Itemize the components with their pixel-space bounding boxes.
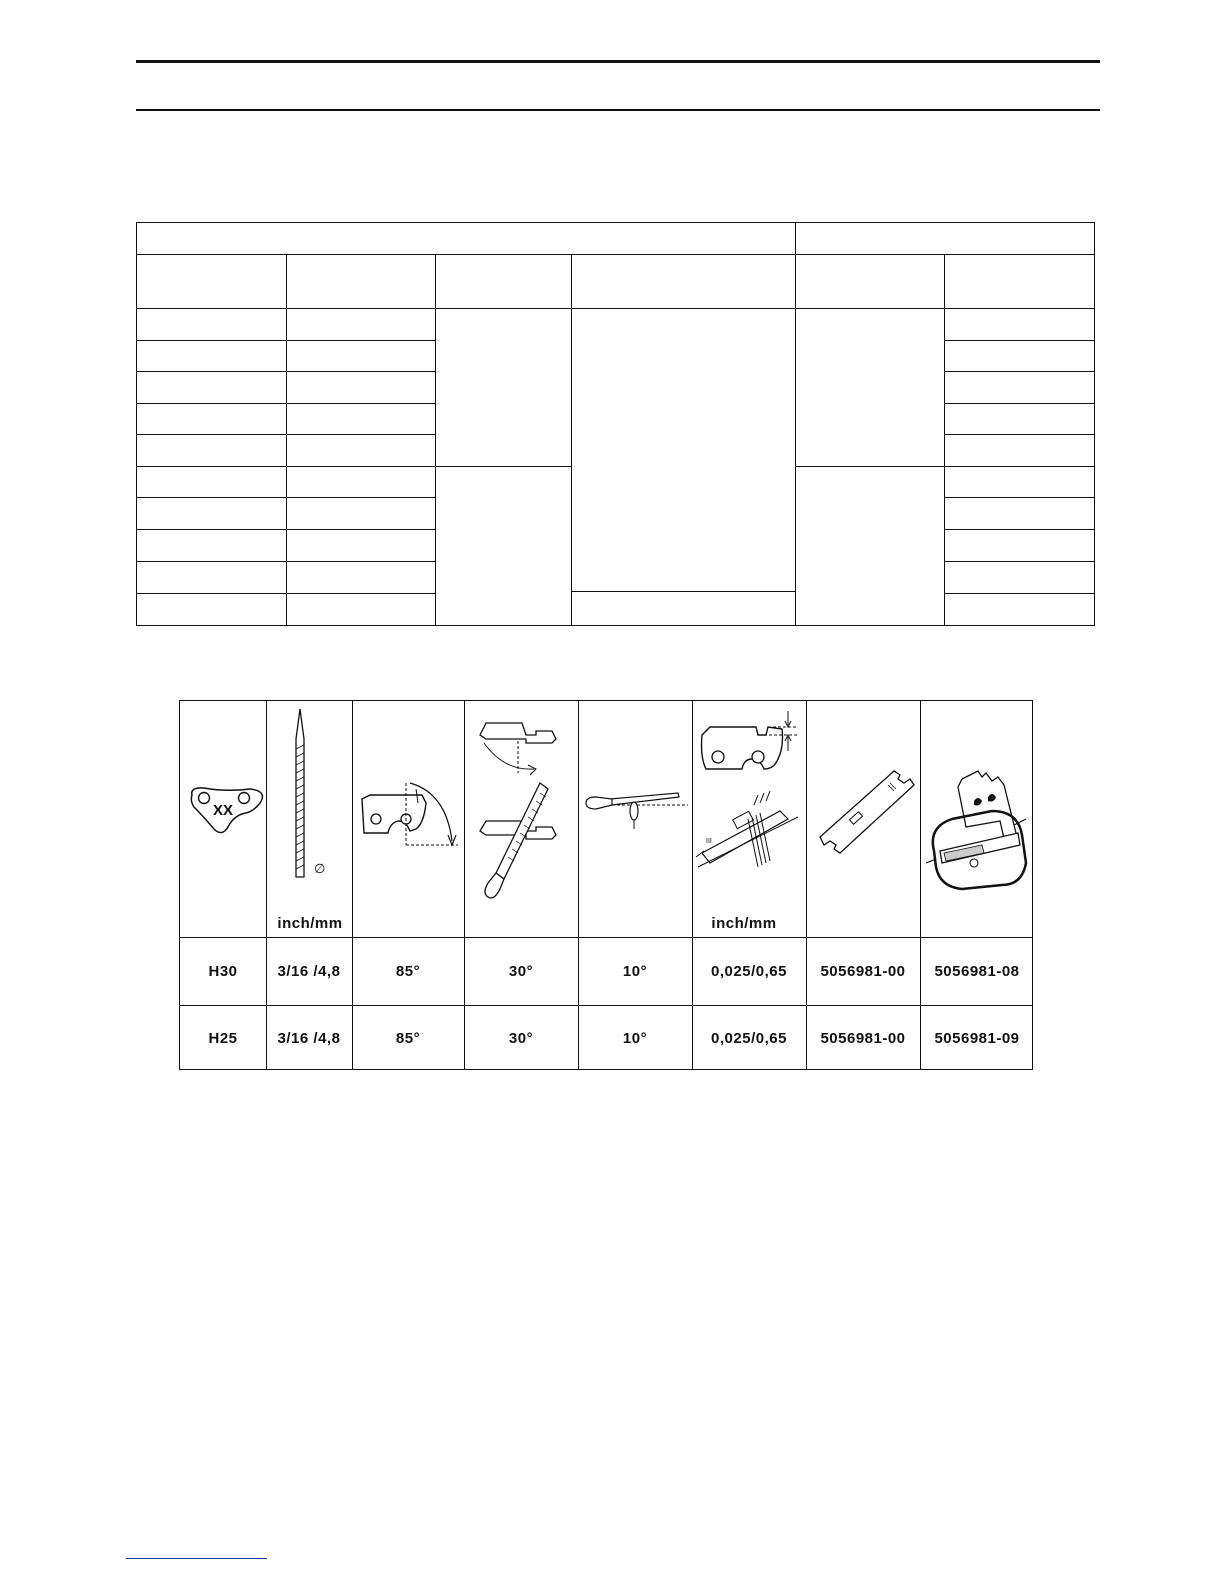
table-cell	[944, 593, 1095, 626]
table-cell	[571, 308, 796, 592]
table-cell	[944, 529, 1095, 562]
table-cell	[795, 308, 945, 467]
table-cell	[286, 497, 436, 530]
table-cell	[944, 371, 1095, 404]
table-cell	[136, 222, 796, 255]
cell-file-holder-part-no: 5056981-08	[934, 962, 1020, 980]
cell-file-tilt: 10°	[622, 962, 648, 980]
header-rule-top	[136, 60, 1100, 63]
table-cell	[286, 434, 436, 467]
table-cell	[944, 466, 1095, 498]
table-cell	[435, 308, 572, 467]
table-cell	[944, 561, 1095, 594]
table-cell	[136, 403, 287, 435]
table-cell	[286, 340, 436, 372]
table-cell	[795, 254, 945, 309]
file-diameter-unit: inch/mm	[277, 915, 343, 932]
cell-top-plate-angle: 85°	[395, 962, 421, 980]
table-cell	[571, 591, 796, 626]
round-file-icon	[290, 709, 340, 881]
svg-text:III: III	[706, 838, 712, 845]
table-cell	[435, 254, 572, 309]
cell-depth-gauge: 0,025/0,65	[711, 1029, 787, 1047]
table-cell	[136, 466, 287, 498]
cell-top-plate-angle: 85°	[395, 1029, 421, 1047]
file-holder-icon	[922, 767, 1030, 895]
table-cell	[136, 434, 287, 467]
cell-file-diameter: 3/16 /4,8	[277, 1029, 341, 1047]
footer-link-underline	[126, 1558, 267, 1559]
table-cell	[286, 403, 436, 435]
cell-file-tilt: 10°	[622, 1029, 648, 1047]
cell-chain-code: H25	[208, 1029, 238, 1047]
table-cell	[795, 466, 945, 626]
table-cell	[944, 434, 1095, 467]
header-rule-bottom	[136, 109, 1100, 111]
table-cell	[286, 466, 436, 498]
table-cell	[944, 497, 1095, 530]
cell-file-holder-part-no: 5056981-09	[934, 1029, 1020, 1047]
table-cell	[571, 254, 796, 309]
table-cell	[944, 308, 1095, 341]
sharpening-spec-table	[179, 700, 1033, 1070]
table-cell	[286, 561, 436, 594]
depth-gauge-icon	[694, 707, 804, 873]
table-cell	[944, 254, 1095, 309]
table-cell	[136, 371, 287, 404]
table-cell	[286, 254, 436, 309]
table-cell	[286, 593, 436, 626]
table-cell	[944, 340, 1095, 372]
table-cell	[286, 529, 436, 562]
depth-gauge-unit: inch/mm	[711, 915, 777, 932]
table-cell	[435, 466, 572, 626]
table-cell	[136, 593, 287, 626]
table-cell	[136, 254, 287, 309]
table-cell	[286, 308, 436, 341]
table-cell	[136, 497, 287, 530]
chain-bar-combination-table	[136, 222, 1094, 625]
cell-file-diameter: 3/16 /4,8	[277, 962, 341, 980]
table-cell	[136, 340, 287, 372]
table-cell	[136, 529, 287, 562]
cell-chain-code: H30	[208, 962, 238, 980]
chain-code-label: XX	[213, 802, 234, 819]
table-cell	[136, 561, 287, 594]
chain-link-xx-icon	[188, 785, 264, 835]
diameter-symbol: ∅	[314, 862, 326, 877]
table-cell	[944, 403, 1095, 435]
table-cell	[286, 371, 436, 404]
flat-gauge-icon	[814, 763, 918, 859]
cell-gauge-part-no: 5056981-00	[820, 962, 906, 980]
file-angle-icon	[474, 713, 578, 903]
cutter-angle-icon	[358, 779, 464, 851]
cell-gauge-part-no: 5056981-00	[820, 1029, 906, 1047]
cell-side-plate-angle: 30°	[508, 962, 534, 980]
table-cell	[795, 222, 1095, 255]
table-cell	[136, 308, 287, 341]
cell-depth-gauge: 0,025/0,65	[711, 962, 787, 980]
cell-side-plate-angle: 30°	[508, 1029, 534, 1047]
file-tilt-icon	[582, 785, 692, 835]
